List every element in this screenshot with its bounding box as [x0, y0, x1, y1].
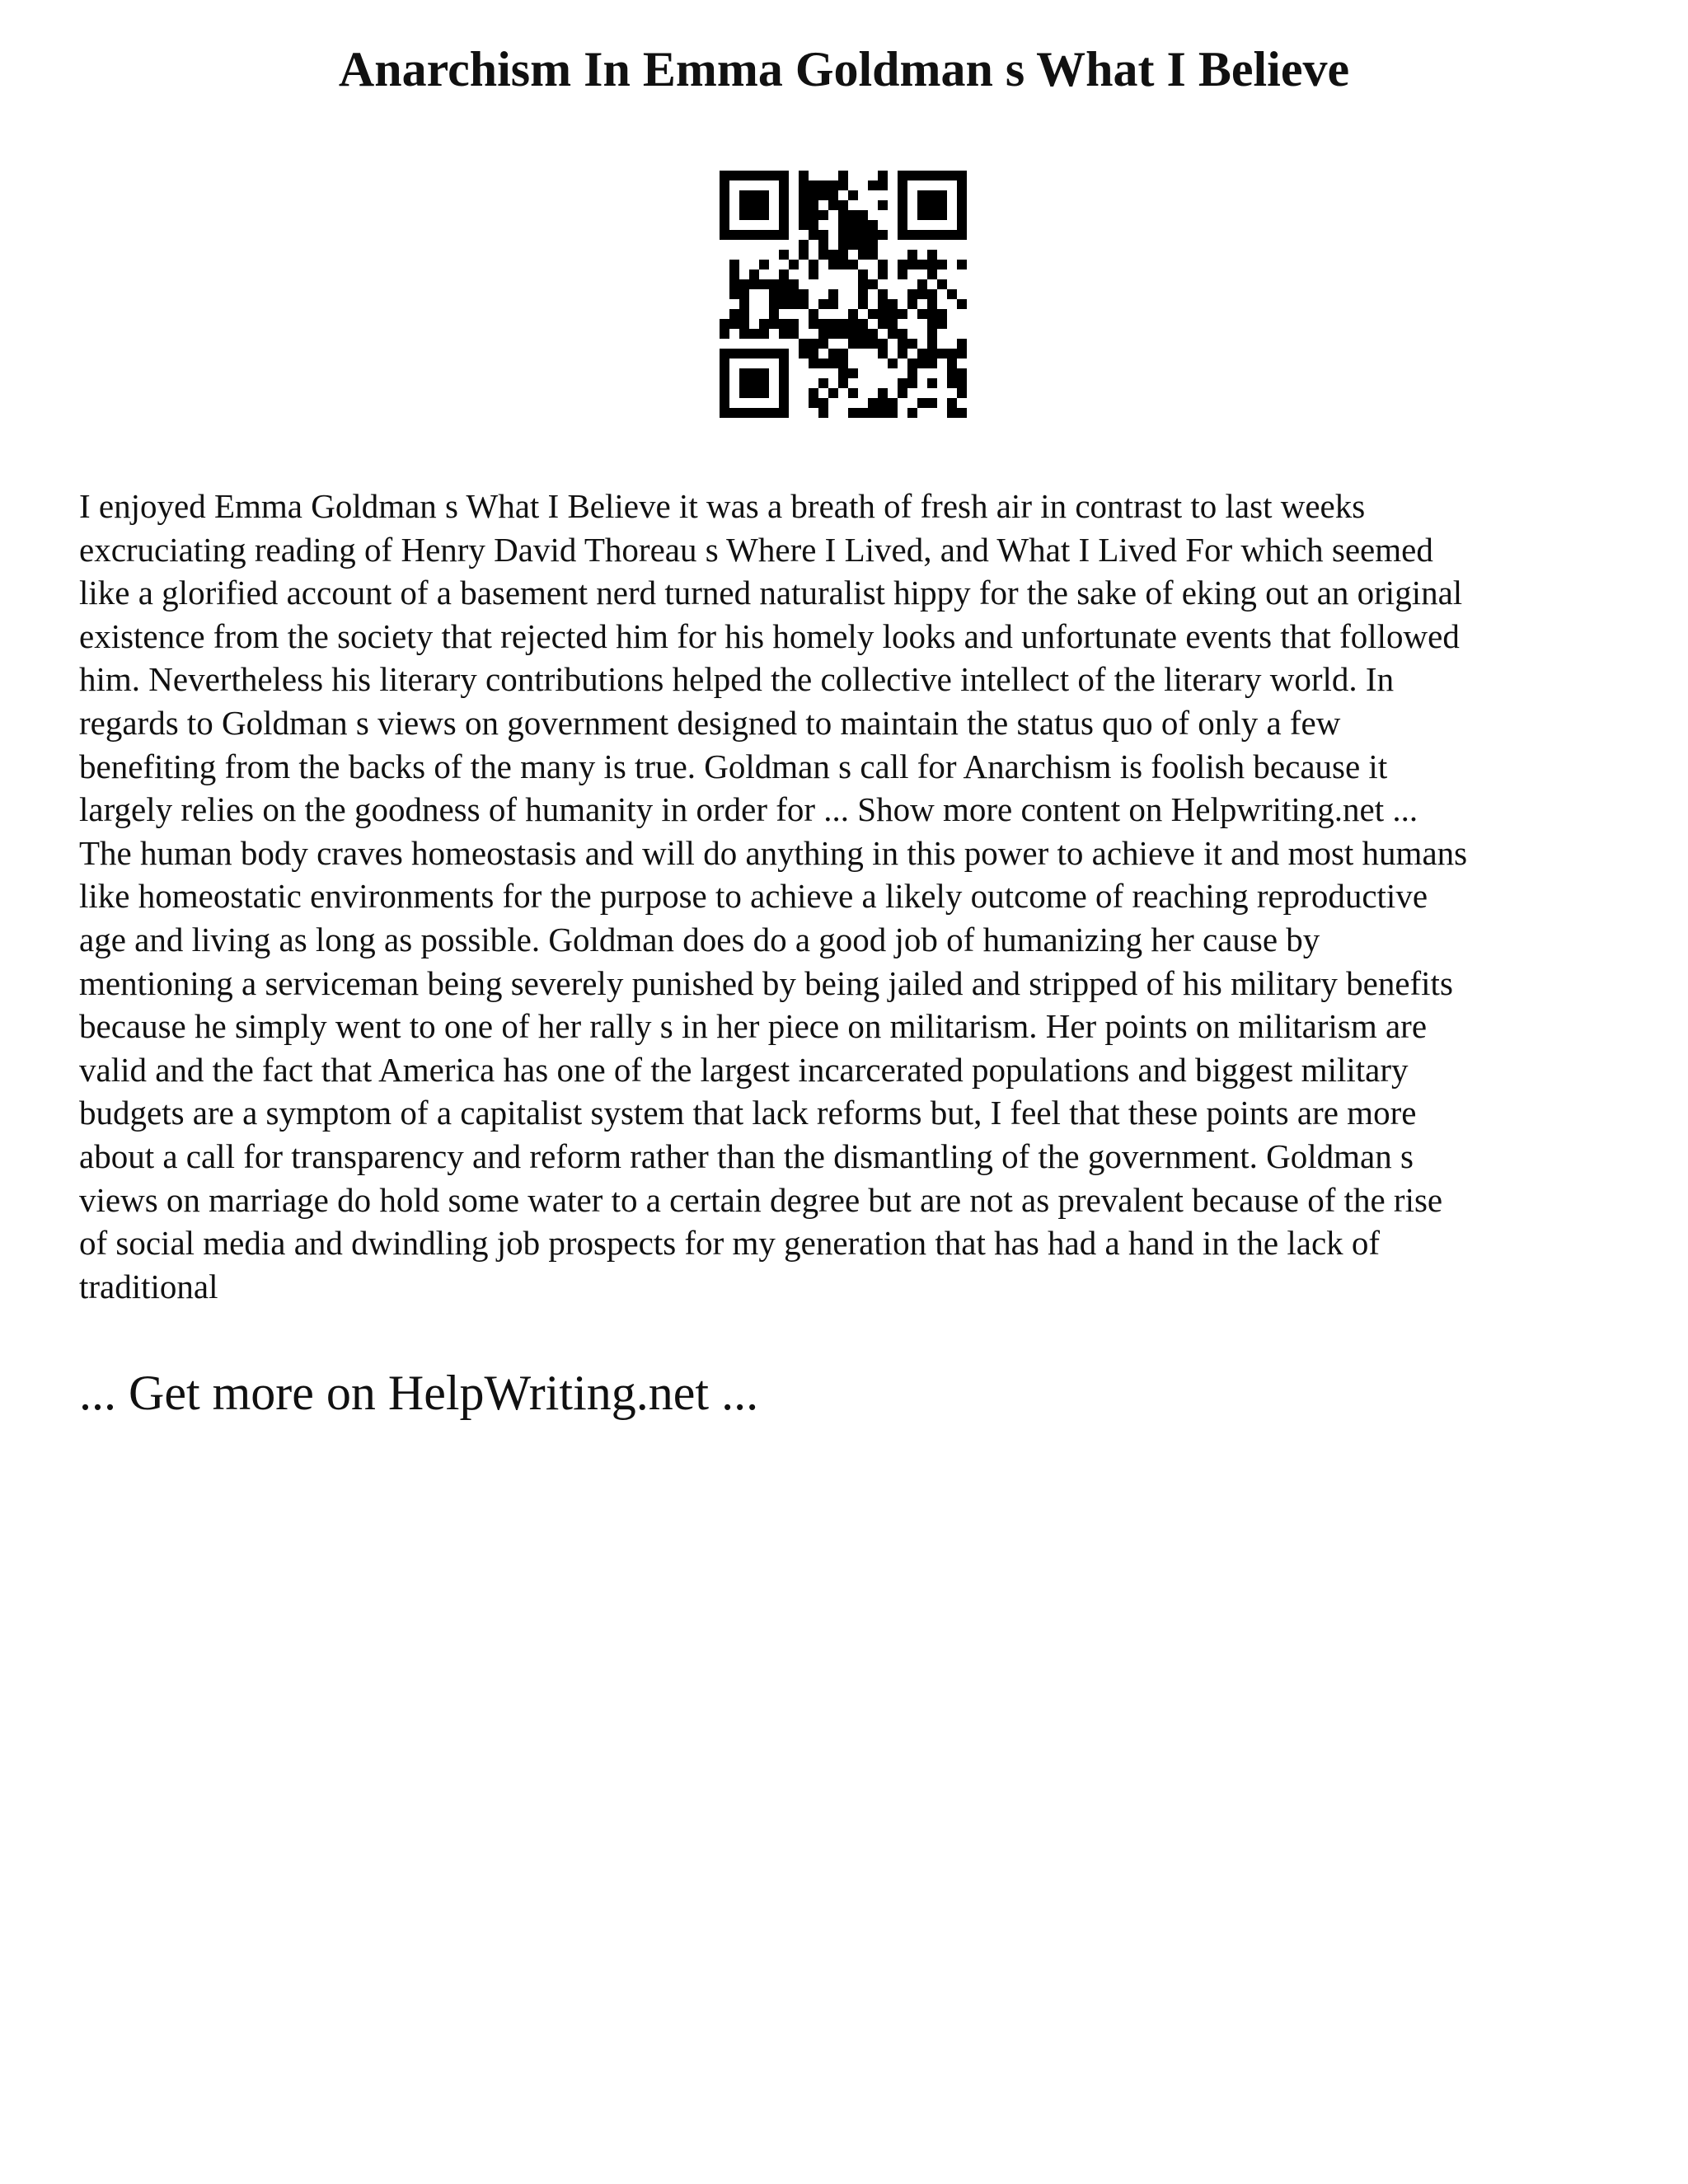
- document-title: Anarchism In Emma Goldman s What I Believe: [338, 42, 1350, 96]
- body-paragraph: I enjoyed Emma Goldman s What I Believe it was a breath of fresh air in contrast to last weeks excruciating reading of Henry David Thoreau s Where I Lived, and What I Lived For which seemed like a glorified account of a basement nerd turned naturalist hippy for the sake of eking out an original existence from the society that rejected him for his homely looks and unfortunate events that followed him. Nevertheless his literary contributions helped the collective intellect of the literary world. In regards to Goldman s views on government designed to maintain the status quo of only a few benefiting from the backs of the many is true. Goldman s call for Anarchism is foolish because it largely relies on the goodness of humanity in order for ... Show more content on Helpwriting.net ... The human body craves homeostasis and will do anything in this power to achieve it and most humans like homeostatic environments for the purpose to achieve a likely outcome of reaching reproductive age and living as long as possible. Goldman does do a good job of humanizing her cause by mentioning a serviceman being severely punished by being jailed and stripped of his military benefits because he simply went to one of her rally s in her piece on militarism. Her points on militarism are valid and the fact that America has one of the largest incarcerated populations and biggest military budgets are a symptom of a capitalist system that lack reforms but, I feel that these points are more about a call for transparency and reform rather than the dismantling of the government. Goldman s views on marriage do hold some water to a certain degree but are not as prevalent because of the rise of social media and dwindling job prospects for my generation that has had a hand in the lack of traditional: [79, 487, 1468, 1305]
- get-more-link[interactable]: ... Get more on HelpWriting.net ...: [79, 1366, 759, 1420]
- qr-code-graphic: [720, 171, 967, 418]
- qr-code-icon[interactable]: [720, 171, 967, 418]
